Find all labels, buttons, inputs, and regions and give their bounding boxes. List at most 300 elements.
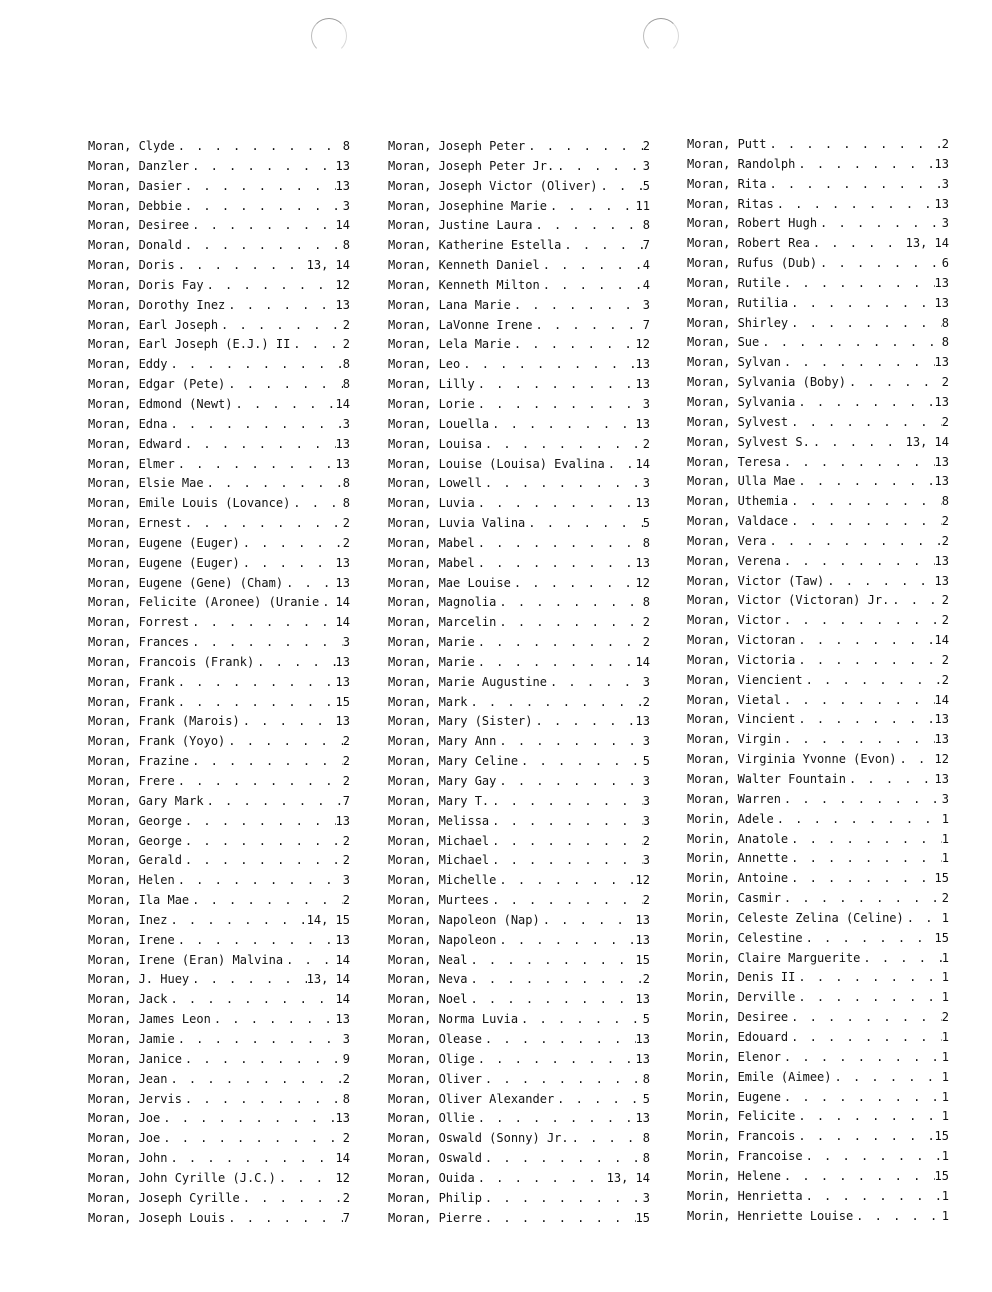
entry-name: Moran, Mark <box>388 694 468 709</box>
entry-page-number: 5 <box>642 1091 650 1106</box>
dot-leader <box>788 492 942 512</box>
entry-page-number: 2 <box>642 139 650 153</box>
entry-name: Moran, Edna <box>88 416 168 431</box>
index-entry <box>388 772 650 792</box>
entry-name: Moran, Earl Joseph <box>88 317 219 332</box>
dot-leader <box>803 1147 942 1167</box>
index-entry <box>388 1070 650 1090</box>
index-entry <box>88 832 350 852</box>
index-entry <box>388 970 650 990</box>
index-entry <box>687 353 949 373</box>
index-entry <box>687 453 949 473</box>
entry-name: Moran, Noel <box>388 992 468 1007</box>
dot-leader <box>175 772 343 792</box>
index-entry <box>687 572 949 592</box>
dot-leader <box>225 375 342 395</box>
dot-leader <box>817 214 942 234</box>
dot-leader <box>795 393 934 413</box>
index-entry <box>388 335 650 355</box>
dot-leader <box>475 633 643 653</box>
dot-leader <box>276 1169 336 1189</box>
entry-name: Moran, Rutilia <box>687 295 789 310</box>
index-entry <box>687 889 949 909</box>
index-entry <box>88 1090 350 1110</box>
index-entry <box>388 911 650 931</box>
dot-leader <box>817 254 942 274</box>
index-entry <box>388 712 650 732</box>
entry-page-number: 1 <box>941 851 949 866</box>
entry-page-number: 13 <box>934 156 949 171</box>
entry-name: Moran, Olige <box>388 1051 475 1066</box>
index-entry <box>388 455 650 475</box>
entry-page-number: 3 <box>342 1031 350 1046</box>
index-entry <box>88 693 350 713</box>
dot-leader <box>489 832 643 852</box>
entry-name: Moran, Joseph Peter <box>388 139 526 153</box>
dot-leader <box>475 1109 636 1129</box>
entry-name: Moran, Lowell <box>388 476 482 491</box>
dot-leader <box>225 732 342 752</box>
index-entry <box>388 554 650 574</box>
punch-hole-right <box>643 18 679 54</box>
index-entry <box>687 671 949 691</box>
dot-leader <box>766 175 941 195</box>
dot-leader <box>167 911 306 931</box>
dot-leader <box>795 1107 941 1127</box>
index-entry <box>388 1149 650 1169</box>
index-entry <box>687 929 949 949</box>
entry-name: Moran, Vincient <box>687 712 796 727</box>
dot-leader <box>496 593 642 613</box>
entry-name: Moran, Vietal <box>687 692 781 707</box>
entry-name: Moran, Doris <box>88 258 175 273</box>
dot-leader <box>489 891 643 911</box>
dot-leader <box>788 294 934 314</box>
dot-leader <box>803 1187 942 1207</box>
entry-page-number: 3 <box>941 791 949 806</box>
dot-leader <box>774 810 942 830</box>
entry-page-number: 8 <box>642 1131 650 1146</box>
index-entry <box>687 155 949 175</box>
dot-leader <box>788 314 942 334</box>
entry-name: Moran, Kenneth Daniel <box>388 258 540 273</box>
entry-name: Moran, Ernest <box>88 516 182 531</box>
index-entry <box>388 732 650 752</box>
entry-page-number: 2 <box>941 514 949 529</box>
dot-leader <box>781 453 935 473</box>
entry-page-number: 1 <box>941 1089 949 1104</box>
index-entry <box>388 931 650 951</box>
entry-page-number: 13 <box>335 456 350 471</box>
entry-page-number: 15 <box>335 694 350 709</box>
dot-leader <box>482 435 643 455</box>
entry-name: Morin, Francoise <box>687 1149 803 1164</box>
dot-leader <box>889 591 941 611</box>
index-entry <box>88 137 350 157</box>
dot-leader <box>489 415 635 435</box>
entry-name: Moran, Michelle <box>388 873 497 888</box>
entry-page-number: 2 <box>342 337 350 352</box>
dot-leader <box>853 1207 942 1227</box>
index-entry <box>88 435 350 455</box>
dot-leader <box>803 929 935 949</box>
entry-page-number: 13 <box>335 674 350 689</box>
dot-leader <box>561 236 642 256</box>
entry-page-number: 12 <box>635 575 650 590</box>
index-entry <box>88 296 350 316</box>
entry-name: Moran, Valdace <box>687 514 789 529</box>
dot-leader <box>204 276 336 296</box>
dot-leader <box>781 1167 935 1187</box>
dot-leader <box>788 1008 942 1028</box>
dot-leader <box>569 1129 643 1149</box>
dot-leader <box>283 574 335 594</box>
dot-leader <box>467 970 642 990</box>
entry-name: Moran, Dasier <box>88 178 182 193</box>
entry-page-number: 3 <box>642 1190 650 1205</box>
index-entry <box>687 234 949 254</box>
entry-page-number: 3 <box>642 734 650 749</box>
entry-page-number: 3 <box>342 635 350 650</box>
index-entry <box>88 216 350 236</box>
entry-page-number: 13 <box>635 377 650 392</box>
index-entry <box>687 472 949 492</box>
entry-page-number: 2 <box>342 317 350 332</box>
entry-name: Moran, Pierre <box>388 1210 482 1225</box>
entry-page-number: 13 <box>335 178 350 193</box>
entry-name: Moran, Warren <box>687 791 781 806</box>
entry-name: Moran, Kenneth Milton <box>388 277 540 292</box>
entry-name: Moran, Victoria <box>687 652 796 667</box>
index-entry <box>687 770 949 790</box>
dot-leader <box>475 534 643 554</box>
entry-name: Moran, Neva <box>388 972 468 987</box>
dot-leader <box>795 988 941 1008</box>
entry-page-number: 2 <box>342 1190 350 1205</box>
entry-page-number: 13, 14 <box>306 972 350 987</box>
index-entry <box>687 1008 949 1028</box>
dot-leader <box>788 512 942 532</box>
dot-leader <box>781 274 935 294</box>
entry-page-number: 3 <box>642 774 650 788</box>
dot-leader <box>810 433 906 453</box>
entry-page-number: 14 <box>335 396 350 411</box>
index-entry <box>388 494 650 514</box>
entry-page-number: 2 <box>642 436 650 451</box>
entry-page-number: 4 <box>642 277 650 292</box>
entry-page-number: 12 <box>635 337 650 352</box>
entry-name: Moran, Joseph Peter Jr. <box>388 158 555 173</box>
entry-name: Morin, Annette <box>687 851 789 866</box>
entry-name: Moran, John <box>88 1151 168 1166</box>
entry-name: Moran, Sylvania <box>687 394 796 409</box>
index-entry <box>88 236 350 256</box>
entry-name: Moran, Jervis <box>88 1091 182 1106</box>
entry-page-number: 7 <box>342 793 350 808</box>
index-entry <box>388 1030 650 1050</box>
index-entry <box>88 851 350 871</box>
dot-leader <box>832 1068 942 1088</box>
entry-page-number: 13 <box>934 553 949 568</box>
dot-leader <box>240 1189 343 1209</box>
entry-page-number: 13 <box>335 555 350 570</box>
index-entry <box>88 1010 350 1030</box>
entry-name: Moran, Rufus (Dub) <box>687 256 818 271</box>
entry-page-number: 1 <box>941 811 949 826</box>
entry-page-number: 13 <box>635 1051 650 1066</box>
index-entry <box>388 951 650 971</box>
index-entry <box>388 316 650 336</box>
index-entry <box>687 1127 949 1147</box>
index-entry <box>388 177 650 197</box>
index-entry <box>88 970 350 990</box>
dot-leader <box>540 256 643 276</box>
entry-name: Moran, Marcelin <box>388 615 497 630</box>
index-entry <box>388 1090 650 1110</box>
entry-name: Moran, Ila Mae <box>88 893 190 908</box>
index-entry <box>388 613 650 633</box>
entry-page-number: 13 <box>635 1111 650 1126</box>
dot-leader <box>475 554 636 574</box>
entry-name: Moran, Victor <box>687 613 781 628</box>
dot-leader <box>175 693 336 713</box>
entry-name: Morin, Derville <box>687 990 796 1005</box>
entry-page-number: 7 <box>642 317 650 332</box>
dot-leader <box>175 871 343 891</box>
entry-page-number: 7 <box>342 1210 350 1225</box>
entry-page-number: 13, 14 <box>905 236 949 251</box>
entry-page-number: 15 <box>934 930 949 945</box>
index-entry <box>88 673 350 693</box>
index-entry <box>88 316 350 336</box>
entry-name: Moran, Luvia <box>388 496 475 511</box>
index-entry <box>687 413 949 433</box>
dot-leader <box>824 572 934 592</box>
entry-name: Moran, Justine Laura <box>388 218 533 233</box>
entry-page-number: 2 <box>642 615 650 630</box>
entry-page-number: 1 <box>941 970 949 985</box>
dot-leader <box>467 951 635 971</box>
entry-page-number: 3 <box>642 674 650 689</box>
index-entry <box>687 532 949 552</box>
index-entry <box>687 135 949 155</box>
entry-page-number: 13 <box>934 732 949 747</box>
entry-page-number: 2 <box>941 891 949 906</box>
entry-page-number: 2 <box>342 893 350 908</box>
entry-name: Moran, Joseph Victor (Oliver) <box>388 178 598 193</box>
dot-leader <box>175 256 307 276</box>
entry-page-number: 2 <box>342 1131 350 1146</box>
entry-page-number: 14 <box>934 692 949 707</box>
index-entry <box>88 375 350 395</box>
entry-page-number: 8 <box>642 1071 650 1086</box>
entry-name: Moran, Sue <box>687 335 760 350</box>
entry-name: Moran, Murtees <box>388 893 490 908</box>
entry-name: Moran, Leo <box>388 357 461 372</box>
entry-name: Moran, John Cyrille (J.C.) <box>88 1170 276 1185</box>
entry-name: Moran, Oliver Alexander <box>388 1091 555 1106</box>
dot-leader <box>225 296 335 316</box>
dot-leader <box>781 353 935 373</box>
entry-page-number: 13 <box>635 1031 650 1046</box>
dot-leader <box>547 673 643 693</box>
entry-name: Moran, Sylvan <box>687 355 781 370</box>
entry-name: Moran, Joseph Cyrille <box>88 1190 240 1205</box>
entry-page-number: 5 <box>642 516 650 531</box>
entry-page-number: 14 <box>335 595 350 610</box>
dot-leader <box>511 296 643 316</box>
entry-name: Moran, Ritas <box>687 196 774 211</box>
entry-page-number: 2 <box>941 613 949 628</box>
dot-leader <box>182 851 343 871</box>
entry-name: Moran, Forrest <box>88 615 190 630</box>
dot-leader <box>554 1090 643 1110</box>
entry-name: Moran, Norma Luvia <box>388 1012 519 1027</box>
entry-page-number: 13 <box>934 712 949 727</box>
index-entry <box>687 512 949 532</box>
index-entry <box>388 653 650 673</box>
entry-page-number: 1 <box>941 950 949 965</box>
dot-leader <box>846 770 935 790</box>
entry-name: Moran, Magnolia <box>388 595 497 610</box>
dot-leader <box>781 889 942 909</box>
dot-leader <box>189 216 335 236</box>
entry-name: Morin, Eugene <box>687 1089 781 1104</box>
dot-leader <box>204 474 343 494</box>
dot-leader <box>904 909 942 929</box>
entry-page-number: 2 <box>941 375 949 390</box>
dot-leader <box>182 812 336 832</box>
index-entry <box>88 494 350 514</box>
index-entry <box>687 730 949 750</box>
entry-name: Moran, Donald <box>88 238 182 253</box>
entry-name: Moran, Walter Fountain <box>687 772 846 786</box>
entry-page-number: 1 <box>941 910 949 925</box>
entry-page-number: 2 <box>342 535 350 550</box>
entry-page-number: 1 <box>941 1188 949 1203</box>
index-entry <box>687 810 949 830</box>
entry-name: Moran, Irene <box>88 932 175 947</box>
dot-leader <box>290 494 342 514</box>
dot-leader <box>182 197 343 217</box>
entry-name: Moran, Earl Joseph (E.J.) II <box>88 337 291 352</box>
index-entry <box>388 435 650 455</box>
index-entry <box>388 593 650 613</box>
entry-page-number: 13 <box>335 932 350 947</box>
index-entry <box>88 792 350 812</box>
index-entry <box>687 1088 949 1108</box>
index-entry <box>687 651 949 671</box>
index-entry <box>388 375 650 395</box>
index-entry <box>388 216 650 236</box>
dot-leader <box>766 135 941 155</box>
dot-leader <box>182 177 336 197</box>
index-entry <box>388 355 650 375</box>
entry-page-number: 8 <box>642 218 650 233</box>
index-entry <box>88 1109 350 1129</box>
entry-page-number: 3 <box>642 853 650 868</box>
dot-leader <box>189 633 343 653</box>
entry-page-number: 13 <box>934 772 949 786</box>
index-entry <box>687 1028 949 1048</box>
entry-name: Moran, Lela Marie <box>388 337 511 352</box>
entry-name: Moran, Desiree <box>88 218 190 233</box>
entry-page-number: 13 <box>635 992 650 1007</box>
entry-page-number: 8 <box>642 595 650 610</box>
entry-name: Moran, Lana Marie <box>388 297 511 312</box>
index-entry <box>687 1167 949 1187</box>
dot-leader <box>175 1030 343 1050</box>
index-entry <box>388 693 650 713</box>
index-column-3 <box>687 135 949 1226</box>
index-entry <box>88 712 350 732</box>
index-entry <box>388 1129 650 1149</box>
entry-page-number: 8 <box>342 1091 350 1106</box>
dot-leader <box>189 891 343 911</box>
dot-leader <box>598 177 643 197</box>
entry-page-number: 12 <box>635 873 650 888</box>
entry-name: Moran, Putt <box>687 137 767 151</box>
entry-page-number: 14 <box>335 218 350 233</box>
dot-leader <box>525 514 642 534</box>
dot-leader <box>160 1109 335 1129</box>
index-entry <box>687 909 949 929</box>
dot-leader <box>489 792 643 812</box>
entry-name: Moran, Clyde <box>88 139 175 153</box>
index-entry <box>388 633 650 653</box>
entry-name: Moran, Francois (Frank) <box>88 654 255 669</box>
entry-name: Moran, Irene (Eran) Malvina <box>88 952 284 967</box>
entry-name: Moran, Sylvest <box>687 414 789 429</box>
entry-name: Moran, Virgin <box>687 732 781 747</box>
entry-name: Moran, Victoran <box>687 633 796 648</box>
dot-leader <box>475 653 636 673</box>
index-entry <box>388 812 650 832</box>
entry-page-number: 13 <box>335 1012 350 1027</box>
dot-leader <box>766 532 941 552</box>
entry-page-number: 13 <box>635 912 650 927</box>
dot-leader <box>781 552 935 572</box>
entry-page-number: 13 <box>635 416 650 431</box>
index-entry <box>388 137 650 157</box>
index-entry <box>388 990 650 1010</box>
entry-name: Moran, Uthemia <box>687 494 789 509</box>
entry-page-number: 5 <box>642 754 650 769</box>
entry-page-number: 2 <box>941 593 949 608</box>
index-entry <box>687 314 949 334</box>
dot-leader <box>496 613 642 633</box>
entry-page-number: 13 <box>934 196 949 211</box>
entry-name: Moran, Eugene (Gene) (Cham) <box>88 575 284 590</box>
entry-page-number: 8 <box>941 335 949 350</box>
entry-page-number: 1 <box>941 1069 949 1084</box>
dot-leader <box>319 593 335 613</box>
entry-name: Moran, Eddy <box>88 357 168 372</box>
entry-name: Morin, Celestine <box>687 930 803 945</box>
index-entry <box>88 1169 350 1189</box>
entry-page-number: 14 <box>335 615 350 630</box>
entry-page-number: 13 <box>335 575 350 590</box>
entry-name: Moran, Elmer <box>88 456 175 471</box>
entry-page-number: 13 <box>335 436 350 451</box>
entry-page-number: 3 <box>642 813 650 828</box>
entry-page-number: 13 <box>934 275 949 290</box>
dot-leader <box>225 1209 342 1229</box>
dot-leader <box>189 613 335 633</box>
entry-page-number: 2 <box>342 833 350 848</box>
index-entry <box>687 373 949 393</box>
dot-leader <box>897 750 935 770</box>
